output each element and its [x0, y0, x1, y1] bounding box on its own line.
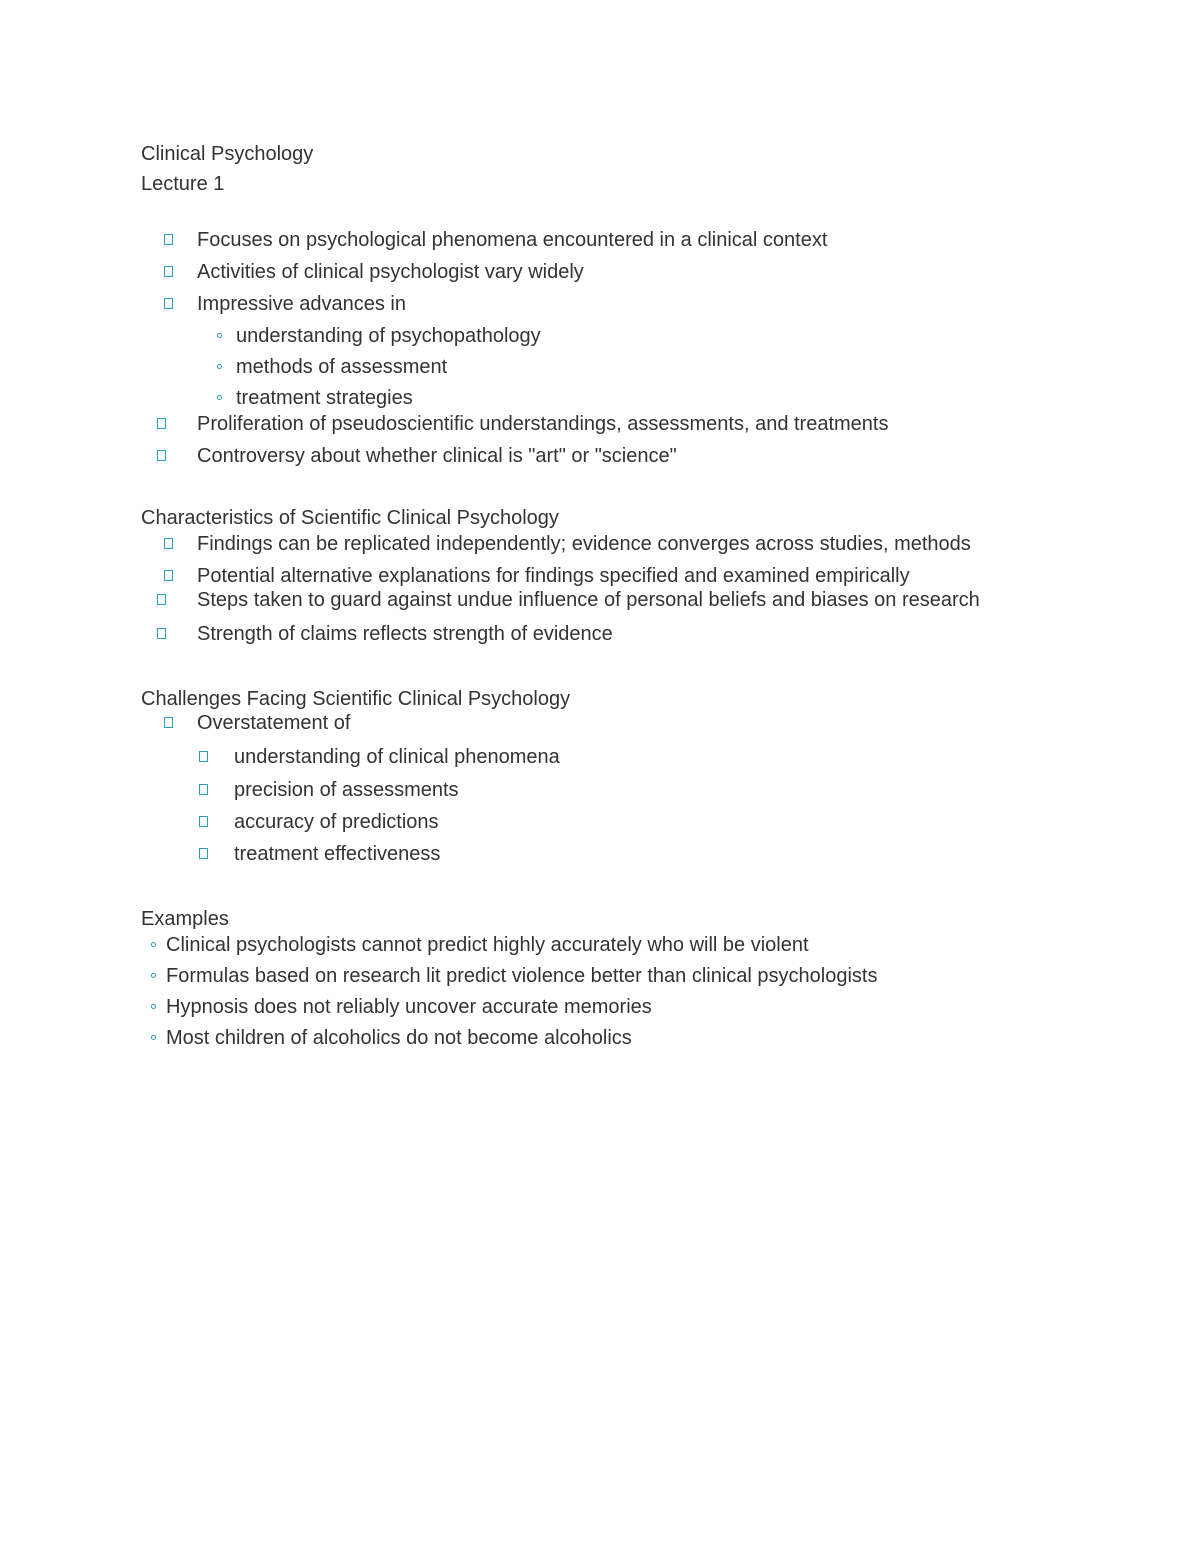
section-heading: Examples — [141, 908, 229, 930]
list-item: Potential alternative explanations for findings specified and examined empirically — [197, 565, 910, 587]
page-subtitle: Lecture 1 — [141, 173, 225, 195]
sub-list-item: treatment effectiveness — [234, 843, 441, 865]
square-bullet-icon — [164, 234, 173, 245]
list-item: Findings can be replicated independently; evidence converges across studies, methods — [197, 533, 971, 555]
sub-list-item: precision of assessments — [234, 779, 459, 801]
square-bullet-icon — [157, 628, 166, 639]
square-bullet-icon — [164, 298, 173, 309]
list-item: Controversy about whether clinical is "art" or "science" — [197, 445, 677, 467]
sub-list-item: methods of assessment — [236, 356, 448, 378]
section-heading: Characteristics of Scientific Clinical Psychology — [141, 507, 559, 529]
section-heading: Challenges Facing Scientific Clinical Psychology — [141, 688, 571, 710]
circle-bullet-icon — [217, 395, 222, 400]
page-title: Clinical Psychology — [141, 143, 314, 165]
sub-list-item: treatment strategies — [236, 387, 413, 409]
list-item: Hypnosis does not reliably uncover accurate memories — [166, 996, 652, 1018]
list-item: Activities of clinical psychologist vary widely — [197, 261, 584, 283]
circle-bullet-icon — [217, 333, 222, 338]
list-item: Steps taken to guard against undue influence of personal beliefs and biases on research — [197, 589, 980, 611]
circle-bullet-icon — [151, 1004, 156, 1009]
square-bullet-icon — [164, 717, 173, 728]
list-item: Overstatement of — [197, 712, 351, 734]
list-item: Most children of alcoholics do not become alcoholics — [166, 1027, 632, 1049]
square-bullet-icon — [164, 538, 173, 549]
square-bullet-icon — [164, 570, 173, 581]
circle-bullet-icon — [217, 364, 222, 369]
list-item: Strength of claims reflects strength of evidence — [197, 623, 613, 645]
list-item: Formulas based on research lit predict violence better than clinical psychologists — [166, 965, 878, 987]
square-bullet-icon — [199, 784, 208, 795]
square-bullet-icon — [199, 848, 208, 859]
square-bullet-icon — [157, 450, 166, 461]
sub-list-item: accuracy of predictions — [234, 811, 439, 833]
square-bullet-icon — [199, 751, 208, 762]
square-bullet-icon — [199, 816, 208, 827]
list-item: Impressive advances in — [197, 293, 406, 315]
list-item: Proliferation of pseudoscientific understandings, assessments, and treatments — [197, 413, 889, 435]
sub-list-item: understanding of clinical phenomena — [234, 746, 560, 768]
square-bullet-icon — [157, 594, 166, 605]
circle-bullet-icon — [151, 942, 156, 947]
list-item: Clinical psychologists cannot predict highly accurately who will be violent — [166, 934, 809, 956]
circle-bullet-icon — [151, 973, 156, 978]
square-bullet-icon — [164, 266, 173, 277]
list-item: Focuses on psychological phenomena encountered in a clinical context — [197, 229, 828, 251]
square-bullet-icon — [157, 418, 166, 429]
sub-list-item: understanding of psychopathology — [236, 325, 541, 347]
circle-bullet-icon — [151, 1035, 156, 1040]
